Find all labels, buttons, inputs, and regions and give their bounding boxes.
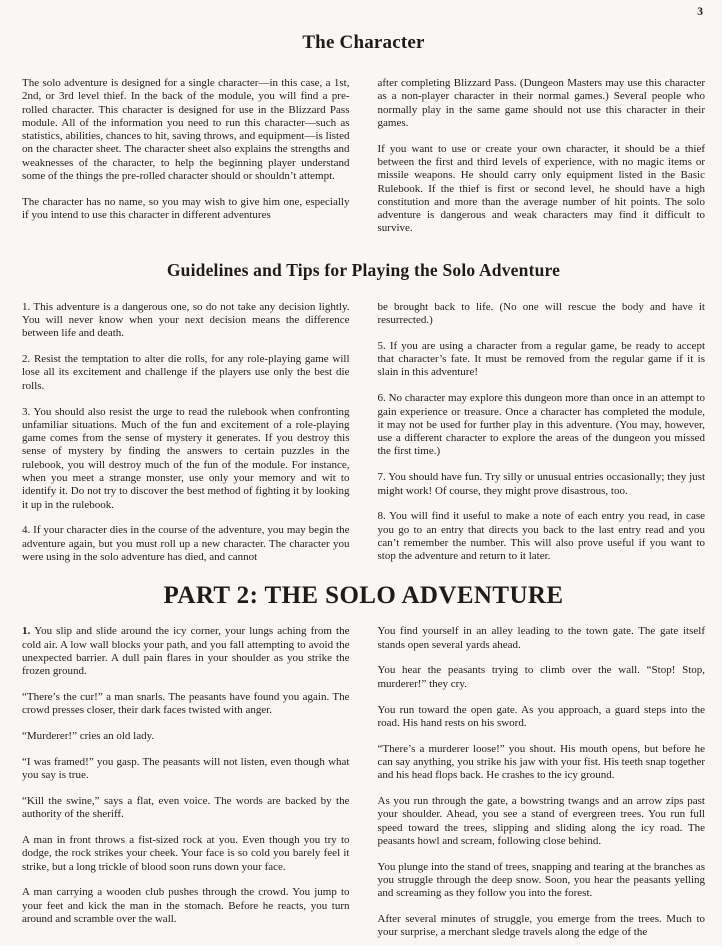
- guideline-item-6: 6. No character may explore this dungeon more than once in an attempt to gain experience or treasure. Once a character has completed the module, it may not be used for further play in this adventure. (You may, however, use a different character to explore the areas of the dungeon you missed the first time.): [377, 392, 705, 458]
- section-title-guidelines: Guidelines and Tips for Playing the Solo Adventure: [166, 259, 561, 280]
- guideline-item-4: 4. If your character dies in the course of the adventure, you may begin the adventure again, but you must roll up a new character. The character you were using in the solo adventure has died, and cannot: [22, 524, 350, 564]
- adventure-paragraph: “Murderer!” cries an old lady.: [22, 730, 155, 743]
- adventure-paragraph: You find yourself in an alley leading to the town gate. The gate itself stands open several yards ahead.: [377, 625, 705, 651]
- adventure-paragraph: You run toward the open gate. As you approach, a guard steps into the road. His hand rests on his sword.: [377, 703, 705, 729]
- guidelines-section: [22, 301, 705, 565]
- character-continuation-paragraph: after completing Blizzard Pass. (Dungeon Masters may use this character as a non-player character in their normal games.) Several people who normally play in the same game should not use this character in their games.: [377, 77, 705, 129]
- guideline-item-7: 7. You should have fun. Try silly or unusual entries occasionally; they just might work! Of course, they might prove disastrous, too.: [377, 471, 705, 497]
- section-title-part2: PART 2: THE SOLO ADVENTURE: [163, 582, 564, 610]
- adventure-paragraph: After several minutes of struggle, you emerge from the trees. Much to your surprise, a merchant sledge travels along the edge of the: [377, 913, 705, 939]
- adventure-paragraph: As you run through the gate, a bowstring twangs and an arrow zips past your shoulder. Ahead, you see a stand of evergreen trees. You run full speed toward the trees, slipping and sliding along the icy road. The peasants howl and scream, following close behind.: [377, 794, 705, 847]
- guideline-item-5: 5. If you are using a character from a regular game, be ready to accept that character’s fate. It must be removed from the regular game if it is slain in this adventure!: [377, 339, 705, 379]
- adventure-right-column: [378, 625, 706, 939]
- guideline-item-2: 2. Resist the temptation to alter die rolls, for any role-playing game will lose all its excitement and challenge if the players use only the best die rolls.: [22, 353, 350, 392]
- entry-1-text: You slip and slide around the icy corner, your lungs aching from the cold air. A low wall blocks your path, and you fall attempting to avoid the unexpected barrier. A dull pain flares in your shoulder as you strike the frozen ground.: [22, 625, 350, 678]
- adventure-paragraph: You plunge into the stand of trees, snapping and tearing at the branches as you struggle through the deep snow. Soon, you hear the peasants yelling and screaming as they follow you into the forest.: [377, 860, 705, 900]
- character-right-column: [378, 77, 706, 236]
- adventure-paragraph: A man in front throws a fist-sized rock at you. Even though you try to dodge, the rock strikes your cheek. Your face is so cold you barely feel it strike, but a long trickle of blood soon runs down your face.: [22, 834, 350, 873]
- adventure-paragraph: “Kill the swine,” says a flat, even voice. The words are backed by the authority of the sheriff.: [22, 794, 350, 821]
- section-title-the-character: The Character: [302, 32, 425, 53]
- adventure-paragraph: A man carrying a wooden club pushes through the crowd. You jump to your feet and kick the man in the stomach. Before he reacts, you turn around and scramble over the wall.: [22, 886, 350, 926]
- page-number: 3: [697, 6, 703, 18]
- guideline-item-4-continuation: be brought back to life. (No one will rescue the body and have it resurrected.): [377, 300, 705, 327]
- adventure-paragraph: “There’s the cur!” a man snarls. The peasants have found you again. The crowd presses closer, their dark faces twisted with anger.: [22, 691, 350, 717]
- guidelines-right-column: [378, 301, 706, 565]
- character-left-column: [22, 77, 350, 236]
- adventure-paragraph: “I was framed!” you gasp. The peasants will not listen, even though what you say is true.: [22, 755, 350, 782]
- solo-adventure-section: [22, 625, 705, 939]
- character-name-paragraph: The character has no name, so you may wish to give him one, especially if you intend to use this character in different adventures: [22, 195, 350, 222]
- adventure-paragraph: You hear the peasants trying to climb over the wall. “Stop! Stop, murderer!” they cry.: [377, 664, 705, 690]
- guideline-item-1: 1. This adventure is a dangerous one, so do not take any decision lightly. You will never know when your next decision means the difference between life and death.: [22, 300, 350, 340]
- adventure-paragraph: “There’s a murderer loose!” you shout. His mouth opens, but before he can say anything, you strike his jaw with your fist. His teeth snap together and his head flops back. He crashes to the icy ground.: [377, 742, 705, 782]
- adventure-entry-1: [22, 625, 350, 678]
- character-intro-paragraph: The solo adventure is designed for a single character—in this case, a 1st, 2nd, or 3rd level thief. In the back of the module, you will find a pre-rolled character. This character is designed for use in the Blizzard Pass module. All of the information you need to run this character—such as statistics, abilities, chances to hit, saving throws, and equipment—is listed on the character sheet. The character sheet also explains the strengths and weaknesses of the character, to help the beginning player understand some of the things the pre-rolled character should or shouldn’t attempt.: [22, 77, 350, 183]
- guideline-item-8: 8. You will find it useful to make a note of each entry you read, in case you go to an entry that directs you back to the last entry read and you can’t remember the number. This will also prove useful if you want to stop the adventure and return to it later.: [377, 510, 705, 563]
- own-character-paragraph: If you want to use or create your own character, it should be a thief between the first and third levels of experience, with no magic items or missile weapons. He should carry only equipment listed in the Basic Rulebook. If the thief is first or second level, he should have a high constitution and more than the average number of hit points. The solo adventure is dangerous and weak characters may find it difficult to survive.: [377, 142, 705, 235]
- guideline-item-3: 3. You should also resist the urge to read the rulebook when confronting unfamiliar situations. Much of the fun and excitement of a role-playing game comes from the sense of mystery it generates. If you destroy this sense of mystery by finding the answers to certain puzzles in the rulebook, you will destroy much of the fun of the module. For instance, when you meet a strange monster, use only your memory and wit to identify it. Do not try to discover the best method of fighting it by looking it up in the rulebook.: [22, 405, 350, 511]
- adventure-left-column: [22, 625, 350, 939]
- guidelines-left-column: [22, 301, 350, 565]
- character-section: [22, 77, 705, 236]
- entry-number: 1.: [22, 625, 31, 638]
